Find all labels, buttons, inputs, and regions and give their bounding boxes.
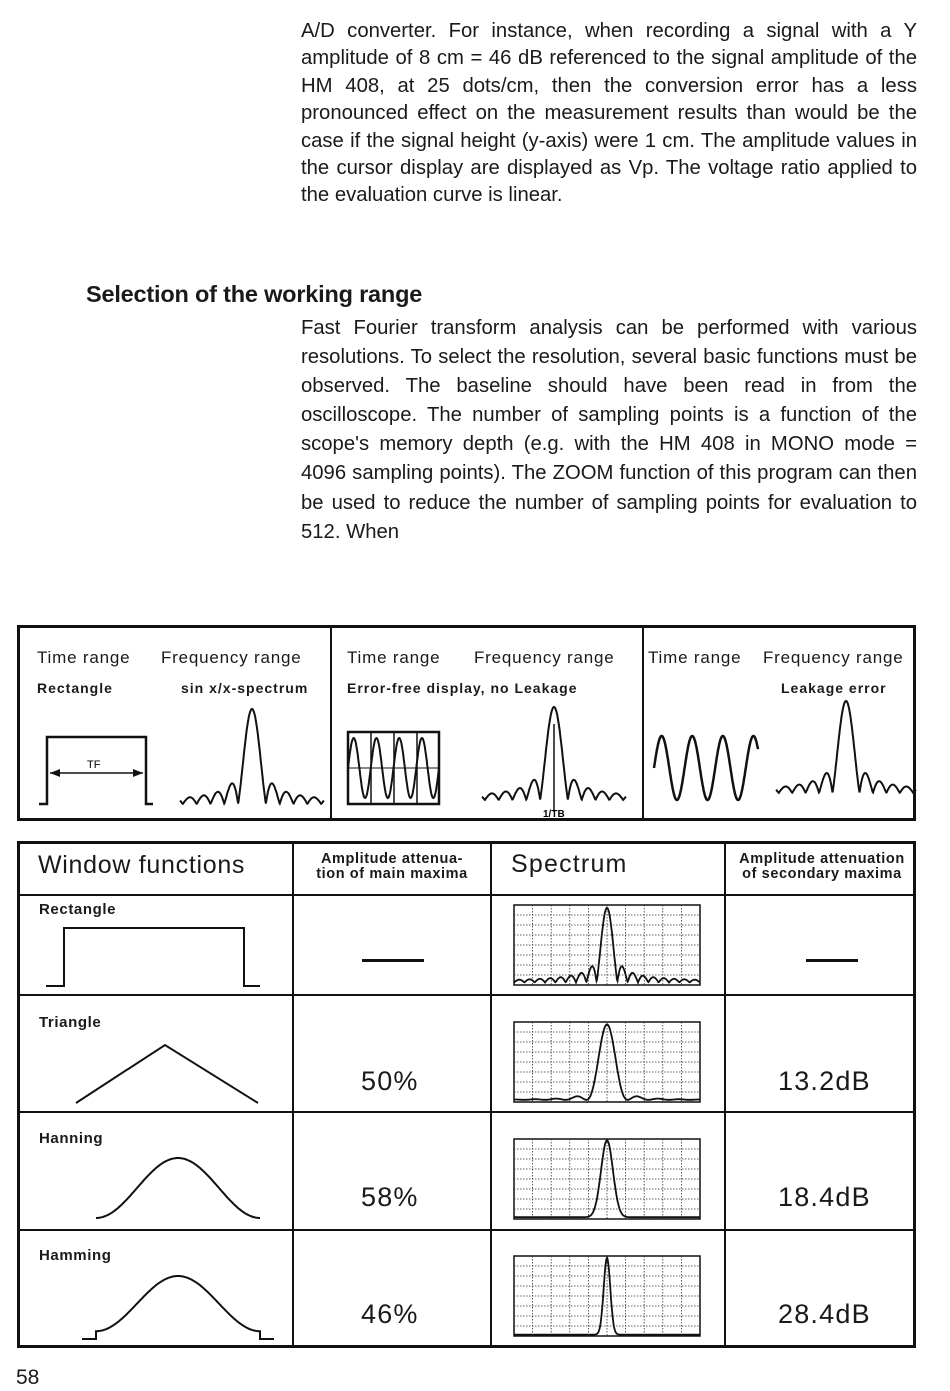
range-panel-leakage	[642, 628, 921, 818]
hanning-spectrum	[510, 1136, 704, 1222]
time-range-label: Time range	[347, 648, 441, 667]
panel-sublabel-right: sin x/x-spectrum	[181, 680, 309, 696]
header-spectrum: Spectrum	[511, 850, 628, 878]
triangle-spectrum	[510, 1019, 704, 1105]
hamming-window-shape	[38, 1262, 278, 1342]
panel-sublabel-right: Leakage error	[781, 680, 887, 696]
header-secondary-line2: of secondary maxima	[742, 866, 902, 882]
rectangle-window-shape	[38, 904, 278, 994]
secondary-maxima-value: 18.4dB	[778, 1182, 871, 1212]
time-range-label: Time range	[37, 648, 131, 667]
row-name-hanning: Hanning	[39, 1130, 104, 1147]
hamming-spectrum	[510, 1253, 704, 1339]
panel-sublabel-left: Rectangle	[37, 680, 113, 696]
range-panel-no-leakage	[330, 628, 644, 818]
frequency-range-label: Frequency range	[161, 648, 302, 667]
secondary-maxima-dash	[806, 959, 858, 962]
page-number: 58	[16, 1366, 40, 1389]
tb-marker: 1/TB	[543, 809, 565, 818]
main-maxima-value: 50%	[361, 1066, 419, 1096]
range-figure	[17, 625, 916, 821]
row-name-rectangle: Rectangle	[39, 901, 117, 918]
no-leakage-drawing	[332, 628, 642, 818]
tf-marker: TF	[87, 759, 101, 771]
row-name-triangle: Triangle	[39, 1014, 102, 1031]
triangle-window-shape	[38, 1029, 278, 1109]
hanning-window-shape	[38, 1144, 278, 1224]
header-main-line2: tion of main maxima	[316, 866, 468, 882]
window-curve	[82, 1276, 274, 1339]
row-name-hamming: Hamming	[39, 1247, 112, 1264]
section-paragraph: Fast Fourier transform analysis can be performed with various resolutions. To select the resolution, several basic functions must be observed. The baseline should have been read in from the oscilloscope. The number of sampling points is a function of the scope's memory depth (e.g. with the HM 408 in MONO mode = 4096 sampling points). The ZOOM function of this program can then be used to reduce the number of sampling points for evaluation to 512. When	[301, 317, 917, 543]
intro-paragraph: A/D converter. For instance, when recording a signal with a Y amplitude of 8 cm = 46 dB referenced to the signal amplitude of the HM 408, at 25 dots/cm, then the conversion error has a less pronounced effect on the measurement results than would be the case if the signal height (y-axis) were 1 cm. The amplitude values in the cursor display are displayed as Vp. The voltage ratio applied to the evaluation curve is linear.	[301, 20, 917, 207]
rectangle-time-frequency-drawing	[20, 628, 330, 818]
range-panel-rectangle	[20, 628, 330, 818]
leakage-drawing	[644, 628, 919, 818]
header-secondary-line1: Amplitude attenuation	[739, 851, 905, 867]
main-maxima-dash	[362, 959, 424, 962]
section-heading: Selection of the working range	[86, 281, 423, 307]
main-maxima-value: 46%	[361, 1299, 419, 1329]
window-functions-table	[17, 841, 916, 1348]
frequency-range-label: Frequency range	[474, 648, 615, 667]
panel-sublabel-left: Error-free display, no Leakage	[347, 680, 578, 696]
secondary-maxima-value: 13.2dB	[778, 1066, 871, 1096]
main-maxima-value: 58%	[361, 1182, 419, 1212]
header-secondary-maxima	[726, 852, 918, 882]
rectangle-spectrum	[510, 902, 704, 988]
header-main-maxima	[294, 852, 490, 882]
header-window-functions: Window functions	[38, 851, 246, 879]
window-curve	[96, 1158, 260, 1218]
frequency-range-label: Frequency range	[763, 648, 904, 667]
secondary-maxima-value: 28.4dB	[778, 1299, 871, 1329]
time-range-label: Time range	[648, 648, 742, 667]
header-main-line1: Amplitude attenua-	[320, 851, 464, 867]
